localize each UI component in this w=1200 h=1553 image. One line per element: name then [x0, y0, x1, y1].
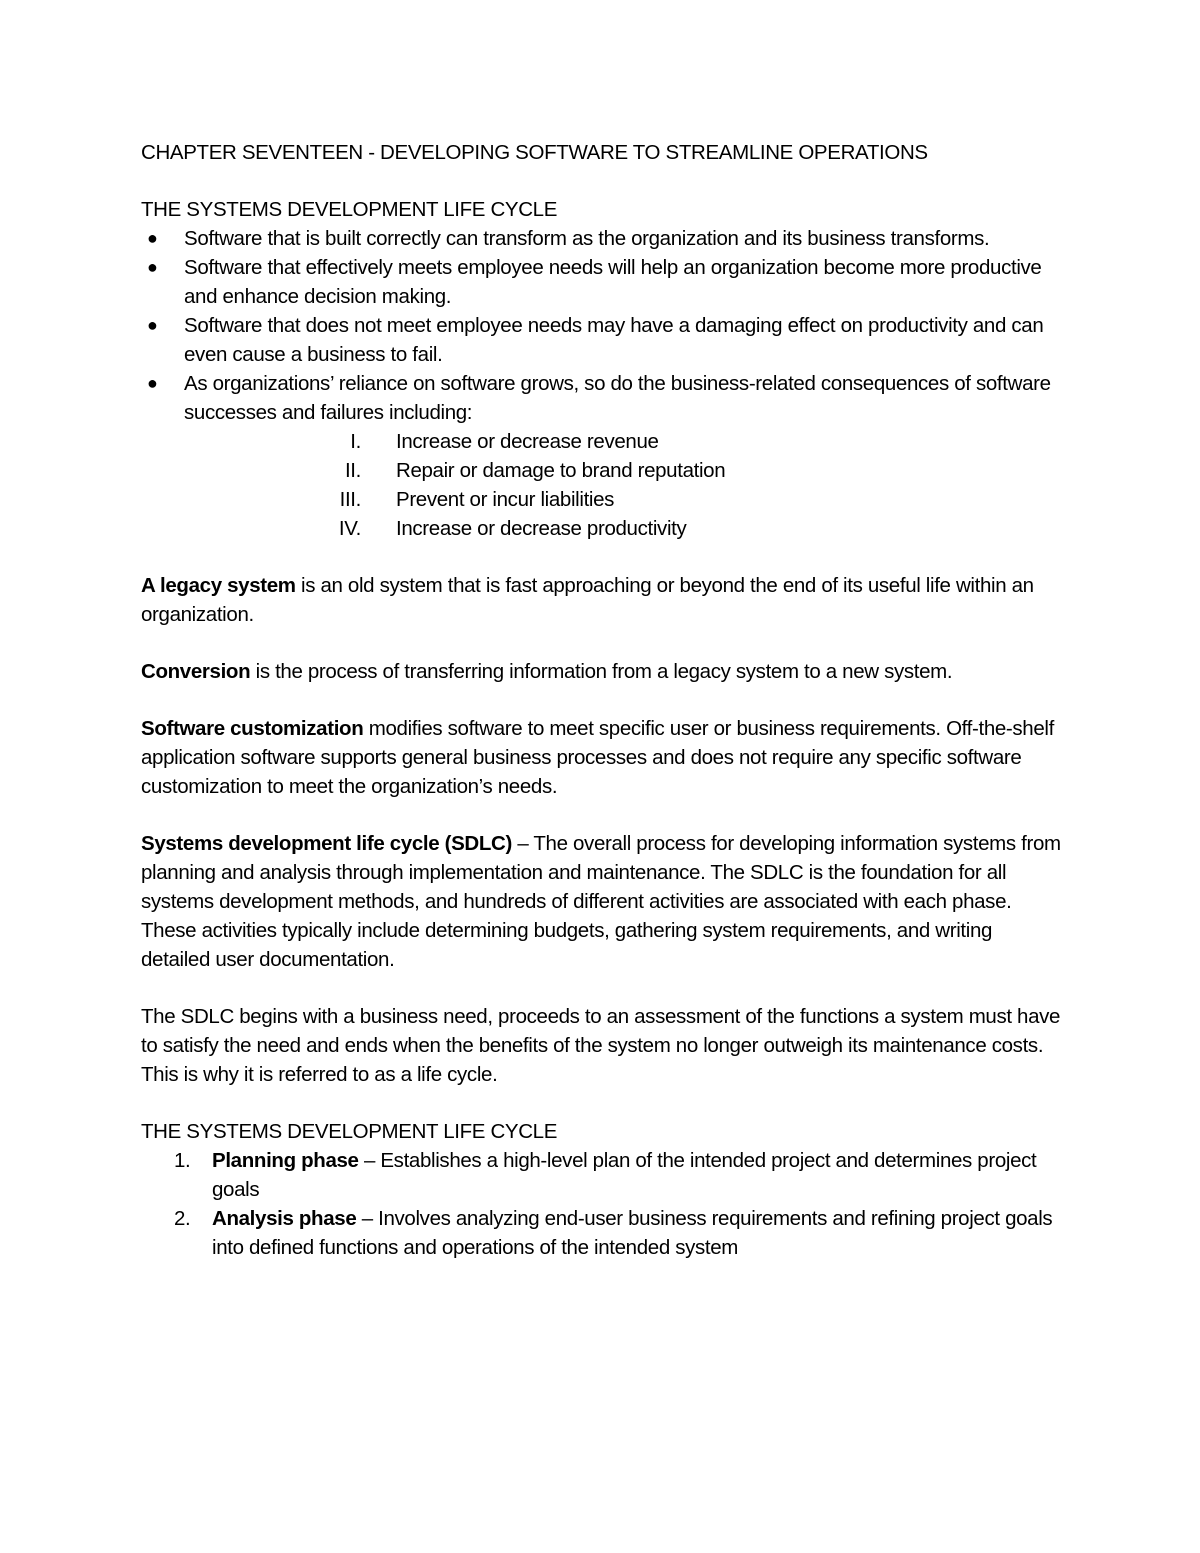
- bullet-icon: ●: [147, 257, 158, 277]
- list-item: [141, 485, 1066, 514]
- bullet-text: Software that does not meet employee needs may have a damaging effect on productivity and can even cause a business to fail.: [184, 314, 1044, 366]
- list-item: [141, 1146, 1066, 1204]
- roman-numeral: I.: [350, 430, 361, 453]
- bullet-list: [141, 224, 1066, 427]
- phase-term: Planning phase: [212, 1149, 359, 1172]
- conversion-term: Conversion: [141, 660, 251, 683]
- list-item: [141, 456, 1066, 485]
- chapter-title: CHAPTER SEVENTEEN - DEVELOPING SOFTWARE TO STREAMLINE OPERATIONS: [141, 141, 928, 164]
- customization-definition: modifies software to meet specific user or business requirements. Off-the-shelf application software supports general business processes and does not require any specific software customization to meet the organization’s needs.: [141, 717, 1054, 798]
- legacy-system-paragraph: [141, 571, 1066, 629]
- list-item: [141, 1204, 1066, 1262]
- sdlc-term: Systems development life cycle (SDLC): [141, 832, 512, 855]
- list-item: [141, 224, 1066, 253]
- roman-item-text: Prevent or incur liabilities: [396, 488, 615, 511]
- bullet-text: As organizations’ reliance on software grows, so do the business-related consequences of software successes and failures including:: [184, 372, 1051, 424]
- section-title-sdlc: THE SYSTEMS DEVELOPMENT LIFE CYCLE: [141, 198, 558, 221]
- sdlc-explanation-paragraph: The SDLC begins with a business need, proceeds to an assessment of the functions a system must have to satisfy the need and ends when the benefits of the system no longer outweigh its maintenance costs. This is why it is referred to as a life cycle.: [141, 1005, 1061, 1086]
- roman-numeral: IV.: [338, 517, 361, 540]
- phase-number: 2.: [174, 1207, 191, 1230]
- conversion-paragraph: [141, 657, 1066, 686]
- roman-numeral: III.: [339, 488, 361, 511]
- legacy-system-term: A legacy system: [141, 574, 296, 597]
- sdlc-definition: – The overall process for developing information systems from planning and analysis through implementation and maintenance. The SDLC is the foundation for all systems development methods, and hundreds of different activities are associated with each phase. These activities typically include determining budgets, gathering system requirements, and writing detailed user documentation.: [141, 832, 1061, 971]
- document-page: [141, 138, 1066, 1262]
- bullet-icon: ●: [147, 228, 158, 248]
- phase-list: [141, 1146, 1066, 1262]
- customization-paragraph: [141, 714, 1066, 801]
- roman-item-text: Repair or damage to brand reputation: [396, 459, 726, 482]
- roman-list: [141, 427, 1066, 543]
- roman-item-text: Increase or decrease revenue: [396, 430, 659, 453]
- roman-item-text: Increase or decrease productivity: [396, 517, 687, 540]
- bullet-icon: ●: [147, 315, 158, 335]
- bullet-text: Software that is built correctly can transform as the organization and its business transforms.: [184, 227, 990, 250]
- list-item: [141, 369, 1066, 427]
- phase-description: – Involves analyzing end-user business requirements and refining project goals into defined functions and operations of the intended system: [212, 1207, 1053, 1259]
- section-title-sdlc-phases: THE SYSTEMS DEVELOPMENT LIFE CYCLE: [141, 1120, 558, 1143]
- phase-term: Analysis phase: [212, 1207, 357, 1230]
- list-item: [141, 253, 1066, 311]
- phase-number: 1.: [174, 1149, 191, 1172]
- conversion-definition: is the process of transferring information from a legacy system to a new system.: [250, 660, 953, 683]
- legacy-system-definition: is an old system that is fast approaching or beyond the end of its useful life within an organization.: [141, 574, 1034, 626]
- sdlc-definition-paragraph: [141, 829, 1066, 974]
- roman-numeral: II.: [344, 459, 361, 482]
- phase-description: – Establishes a high-level plan of the intended project and determines project goals: [212, 1149, 1037, 1201]
- bullet-text: Software that effectively meets employee needs will help an organization become more productive and enhance decision making.: [184, 256, 1042, 308]
- bullet-icon: ●: [147, 373, 158, 393]
- list-item: [141, 311, 1066, 369]
- list-item: [141, 427, 1066, 456]
- list-item: [141, 514, 1066, 543]
- customization-term: Software customization: [141, 717, 364, 740]
